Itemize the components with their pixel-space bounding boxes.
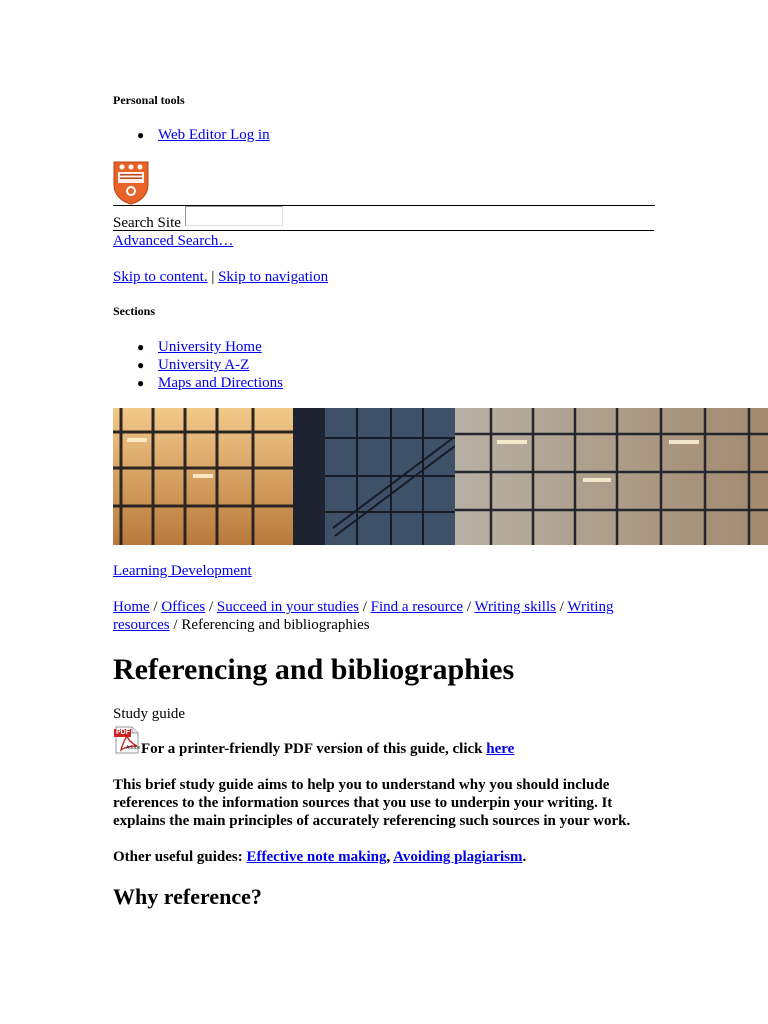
university-home-link[interactable]: University Home xyxy=(158,339,262,355)
breadcrumb-line-2 xyxy=(113,616,653,634)
search-input[interactable] xyxy=(185,206,283,226)
maps-and-directions-link[interactable]: Maps and Directions xyxy=(158,375,283,391)
personal-tools-heading: Personal tools xyxy=(113,93,185,107)
breadcrumb-writing-skills-link[interactable]: Writing skills xyxy=(474,599,556,615)
breadcrumb-separator: / xyxy=(559,599,564,615)
skip-separator: | xyxy=(211,269,215,285)
bullet-icon: ● xyxy=(137,376,145,390)
breadcrumb-line-1 xyxy=(113,598,653,616)
avoiding-plagiarism-link[interactable]: Avoiding plagiarism xyxy=(393,849,523,865)
pdf-icon-sublabel: Adobe xyxy=(126,745,141,751)
page-subtitle: Study guide xyxy=(113,706,186,722)
breadcrumb-offices-link[interactable]: Offices xyxy=(161,599,206,615)
breadcrumb-writing-resources-link-part2[interactable]: resources xyxy=(113,617,170,633)
pdf-text: For a printer-friendly PDF version of this guide, click xyxy=(141,741,483,757)
breadcrumb-separator: / xyxy=(208,599,214,615)
web-editor-login-link[interactable]: Web Editor Log in xyxy=(158,127,270,143)
breadcrumb-current: Referencing and bibliographies xyxy=(181,617,370,633)
personal-tools-list xyxy=(137,126,270,144)
advanced-search-link[interactable]: Advanced Search… xyxy=(113,233,234,249)
breadcrumb-find-resource-link[interactable]: Find a resource xyxy=(370,599,464,615)
pdf-icon-label: PDF xyxy=(116,729,130,736)
crest-icon xyxy=(113,161,149,205)
bullet-icon: ● xyxy=(137,340,145,354)
learning-development-link[interactable]: Learning Development xyxy=(113,563,252,579)
pdf-here-link[interactable]: here xyxy=(486,741,515,757)
bullet-icon: ● xyxy=(137,128,145,142)
other-guides-label: Other useful guides: xyxy=(113,849,243,865)
skip-links xyxy=(113,269,328,286)
breadcrumb-writing-resources-link-part1[interactable]: Writing xyxy=(567,599,614,615)
skip-to-navigation-link[interactable]: Skip to navigation xyxy=(218,269,329,285)
effective-note-making-link[interactable]: Effective note making xyxy=(246,849,387,865)
other-guides-separator: , xyxy=(386,849,391,865)
banner-image xyxy=(113,408,768,545)
sections-item-university-home xyxy=(137,338,283,356)
other-guides xyxy=(113,848,653,866)
skip-to-content-link[interactable]: Skip to content. xyxy=(113,269,208,285)
sections-heading: Sections xyxy=(113,304,155,318)
search-bottom-rule xyxy=(113,230,654,231)
sections-item-university-a-z xyxy=(137,356,283,374)
sections-list xyxy=(137,338,283,392)
breadcrumb-separator: / xyxy=(362,599,367,615)
pdf-icon xyxy=(113,726,141,754)
building-photo-icon xyxy=(113,408,768,545)
breadcrumb xyxy=(113,598,653,634)
pdf-line-text-wrap xyxy=(141,741,514,758)
university-logo[interactable] xyxy=(113,161,149,205)
bullet-icon: ● xyxy=(137,358,145,372)
breadcrumb-separator: / xyxy=(173,617,178,633)
university-a-z-link[interactable]: University A-Z xyxy=(158,357,250,373)
breadcrumb-separator: / xyxy=(153,599,158,615)
search-label: Search Site xyxy=(113,215,181,231)
breadcrumb-separator: / xyxy=(466,599,472,615)
section-heading-why-reference: Why reference? xyxy=(113,884,262,909)
personal-tools-item xyxy=(137,126,270,144)
sections-item-maps xyxy=(137,374,283,392)
intro-paragraph: This brief study guide aims to help you to understand why you should include references to the information sources that you use to underpin your writing. It explains the main principles of accurately referencing such sources in your work. xyxy=(113,777,631,829)
breadcrumb-succeed-link[interactable]: Succeed in your studies xyxy=(216,599,359,615)
other-guides-end: . xyxy=(522,849,527,865)
page-title: Referencing and bibliographies xyxy=(113,653,515,686)
breadcrumb-home-link[interactable]: Home xyxy=(113,599,150,615)
